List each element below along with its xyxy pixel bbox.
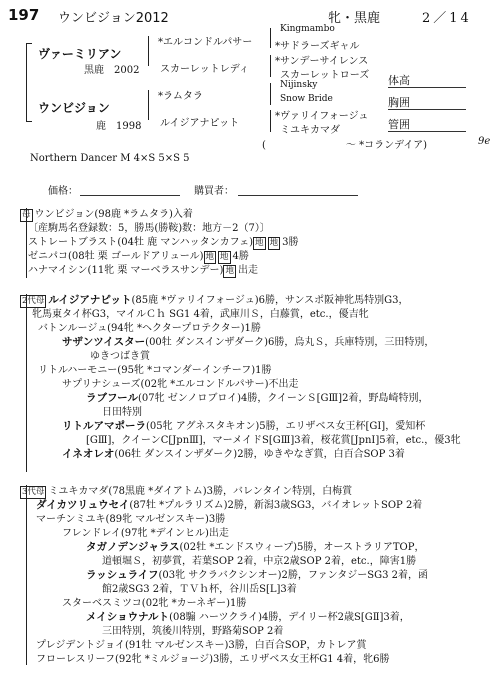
produce-name: ストレートブラスト(04牡 鹿 マンハッタンカフェ) bbox=[28, 237, 254, 248]
descendant-record: (03牝 サクラバクシンオー)2勝，ファンタジーSG3 2着，函 bbox=[158, 570, 429, 581]
local-badge: 地 bbox=[255, 238, 264, 248]
local-badge: 地 bbox=[220, 252, 229, 262]
inbreeding-cross: Northern Dancer M 4×S 5×S 5 bbox=[30, 153, 190, 164]
height-label: 体高 bbox=[388, 74, 410, 87]
second-dam-name: ルイジアナピット bbox=[48, 294, 132, 306]
section-bar bbox=[26, 485, 27, 665]
ddd: ミユキカマダ bbox=[280, 125, 340, 136]
buyer-field[interactable] bbox=[238, 195, 358, 196]
section-title: 3代母 bbox=[22, 487, 45, 497]
chest-line bbox=[388, 109, 466, 110]
buyer-label: 購買者： bbox=[194, 186, 234, 197]
descendant: バトンルージュ(94牝 *ヘクタープロテクター)1勝 bbox=[38, 323, 261, 334]
descendant-name: ラッシュライフ bbox=[86, 569, 159, 581]
produce-wins: 4勝 bbox=[232, 251, 249, 262]
descendant-name: メイショウナルト bbox=[86, 611, 170, 623]
third-dam-record: ミユキカマダ(78黒鹿 *ダイアトム)3勝，バレンタイン特別，白梅賞 bbox=[48, 486, 353, 497]
descendant: スターベスミツコ(02牝 *カーネギー)1勝 bbox=[62, 598, 247, 609]
dsd: Snow Bride bbox=[280, 94, 333, 104]
dam-name: ウンビジョン bbox=[38, 101, 110, 115]
descendant bbox=[62, 445, 405, 461]
produce-wins: 出走 bbox=[237, 265, 258, 276]
descendant-record-2: 日田特別 bbox=[102, 407, 142, 418]
second-dam-record: (85鹿 *ヴァリイフォージュ)6勝，サンスポ阪神牝馬特別G3， bbox=[131, 295, 409, 306]
bracket bbox=[270, 55, 271, 77]
sire-sire: *エルコンドルパサー bbox=[158, 37, 253, 48]
pedigree-mark: 9e bbox=[478, 136, 491, 147]
descendant-record: (02牡 *エンドスウィープ)5勝，オーストラリアTOP， bbox=[179, 542, 425, 553]
sale-date: 2／14 bbox=[422, 11, 472, 26]
descendant-record-2: 三田特別，筑後川特別，野路菊SOP 2着 bbox=[102, 626, 284, 637]
descendant-name: サザンツイスター bbox=[62, 336, 146, 348]
descendant: プレジデントジョイ(91牡 マルゼンスキー)3勝，白百合SOP，カトレア賞 bbox=[36, 640, 367, 651]
descendant: サプリナシューズ(02牝 *エルコンドルパサー)不出走 bbox=[62, 379, 299, 390]
dss: Nijinsky bbox=[280, 80, 318, 90]
section-bar bbox=[26, 294, 27, 472]
dam-info: 鹿 1998 bbox=[96, 121, 142, 132]
sire-name: ヴァーミリアン bbox=[38, 47, 122, 61]
produce-name: ゼニパコ(08牡 栗 ゴールドアリュール) bbox=[28, 251, 204, 262]
bracket bbox=[270, 110, 271, 132]
price-label: 価格： bbox=[48, 186, 78, 197]
descendant-record: (06牡 ダンスインザダーク)2勝，ゆきやなぎ賞，白百合SOP 3着 bbox=[114, 449, 405, 460]
height-line bbox=[388, 87, 466, 88]
bracket bbox=[148, 90, 149, 120]
descendant: リトルハーモニー(95牝 *コマンダーインチーフ)1勝 bbox=[38, 365, 272, 376]
descendant-record: (00牡 ダンスインザダーク)6勝，烏丸Ｓ，兵庫特別，三田特別， bbox=[145, 337, 435, 348]
descendant-record-2: ゆきつばき賞 bbox=[90, 351, 150, 362]
cannon-label: 管囲 bbox=[388, 118, 410, 131]
produce-row bbox=[28, 261, 258, 278]
descendant-name: ラブフール bbox=[86, 392, 138, 404]
descendant-record-2: 道頓堀Ｓ，初夢賞，若葉SOP 2着，中京2歳SOP 2着，etc.，障害1勝 bbox=[102, 556, 417, 567]
descendant-name: リトルアマポーラ bbox=[62, 420, 146, 432]
sdd: スカーレットローズ bbox=[280, 70, 370, 81]
produce-name: ハナマイシン(11牝 栗 マーベラスサンデー) bbox=[28, 265, 224, 276]
pedigree-extra: ( 〜 *コランデイア) bbox=[262, 140, 427, 151]
descendant-record-2: 館2歳SG3 2着，ＴＶｈ杯，谷川岳S[L]3着 bbox=[102, 584, 297, 595]
sex-color: 牝・黒鹿 bbox=[328, 11, 381, 26]
second-dam-record-2: 牝馬東タイ杯G3，マイルＣｈ SG1 4着，武庫川Ｓ，白藤賞，etc.，優吉牝 bbox=[32, 309, 369, 320]
bracket bbox=[270, 28, 271, 48]
descendant-record-2: [GⅢ]，クイーンC[JpnⅢ]，マーメイドS[GⅢ]3着，桜花賞[JpnⅠ]5着，etc.，優3牝 bbox=[86, 435, 461, 446]
cannon-line bbox=[388, 131, 466, 132]
bracket bbox=[270, 83, 271, 105]
sss: Kingmambo bbox=[280, 24, 335, 34]
descendant-record: (05牝 アグネスタキオン)5勝，エリザベス女王杯[GⅠ]，愛知杯 bbox=[146, 421, 426, 432]
descendant: マーチンミユキ(89牝 マルゼンスキー)3勝 bbox=[36, 514, 226, 525]
descendant: フレンドレイ(97牝 *デインヒル)出走 bbox=[62, 528, 229, 539]
dam-record: ウンビジョン(98鹿 *ラムタラ)入着 bbox=[34, 209, 193, 220]
lot-number: 197 bbox=[8, 6, 40, 24]
price-field[interactable] bbox=[80, 195, 180, 196]
section-title: 2代母 bbox=[22, 296, 45, 306]
descendant-name: ダイカツリュウセイ bbox=[36, 499, 130, 511]
descendant-name: タガノデンジャラス bbox=[86, 541, 180, 553]
local-badge: 地 bbox=[269, 238, 279, 248]
sire-dam: スカーレットレディ bbox=[160, 64, 249, 75]
pedigree-bracket bbox=[26, 121, 32, 122]
descendant-record: (87牡 *プルラリズム)2勝，新潟3歳SG3，バイオレットSOP 2着 bbox=[129, 500, 423, 511]
chest-label: 胸囲 bbox=[388, 96, 410, 109]
descendant: フローレスリーフ(92牝 *ミルジョージ)3勝，エリザベス女王杯G1 4着，牝6勝 bbox=[36, 654, 390, 665]
sire-info: 黒鹿 2002 bbox=[84, 65, 140, 76]
pedigree-bracket bbox=[26, 43, 32, 44]
descendant-record: (07牝 ゼンノロブロイ)4勝，クイーンＳ[GⅢ]2着，野島崎特別， bbox=[137, 393, 429, 404]
dds: *ヴァリイフォージュ bbox=[275, 111, 369, 122]
local-badge: 地 bbox=[205, 252, 215, 262]
produce-wins: 3勝 bbox=[282, 237, 299, 248]
section-title: 母 bbox=[22, 210, 31, 220]
dam-produce-summary: 〔産駒馬名登録数：5，勝馬(勝鞍)数：地方－2（7）〕 bbox=[28, 223, 270, 234]
local-badge: 地 bbox=[225, 266, 234, 276]
dam-sire: *ラムタラ bbox=[158, 91, 203, 102]
pedigree-bracket bbox=[26, 43, 27, 121]
descendant-name: イネオレオ bbox=[62, 448, 115, 460]
dam-dam: ルイジアナピット bbox=[160, 118, 240, 129]
horse-name: ウンビジョン2012 bbox=[58, 11, 169, 26]
descendant-record: (08騸 ハーツクライ)4勝，デイリー杯2歳S[GⅡ]3着， bbox=[169, 612, 410, 623]
sds: *サンデーサイレンス bbox=[275, 56, 369, 67]
bracket bbox=[148, 36, 149, 66]
ssd: *サドラーズギャル bbox=[275, 41, 360, 52]
